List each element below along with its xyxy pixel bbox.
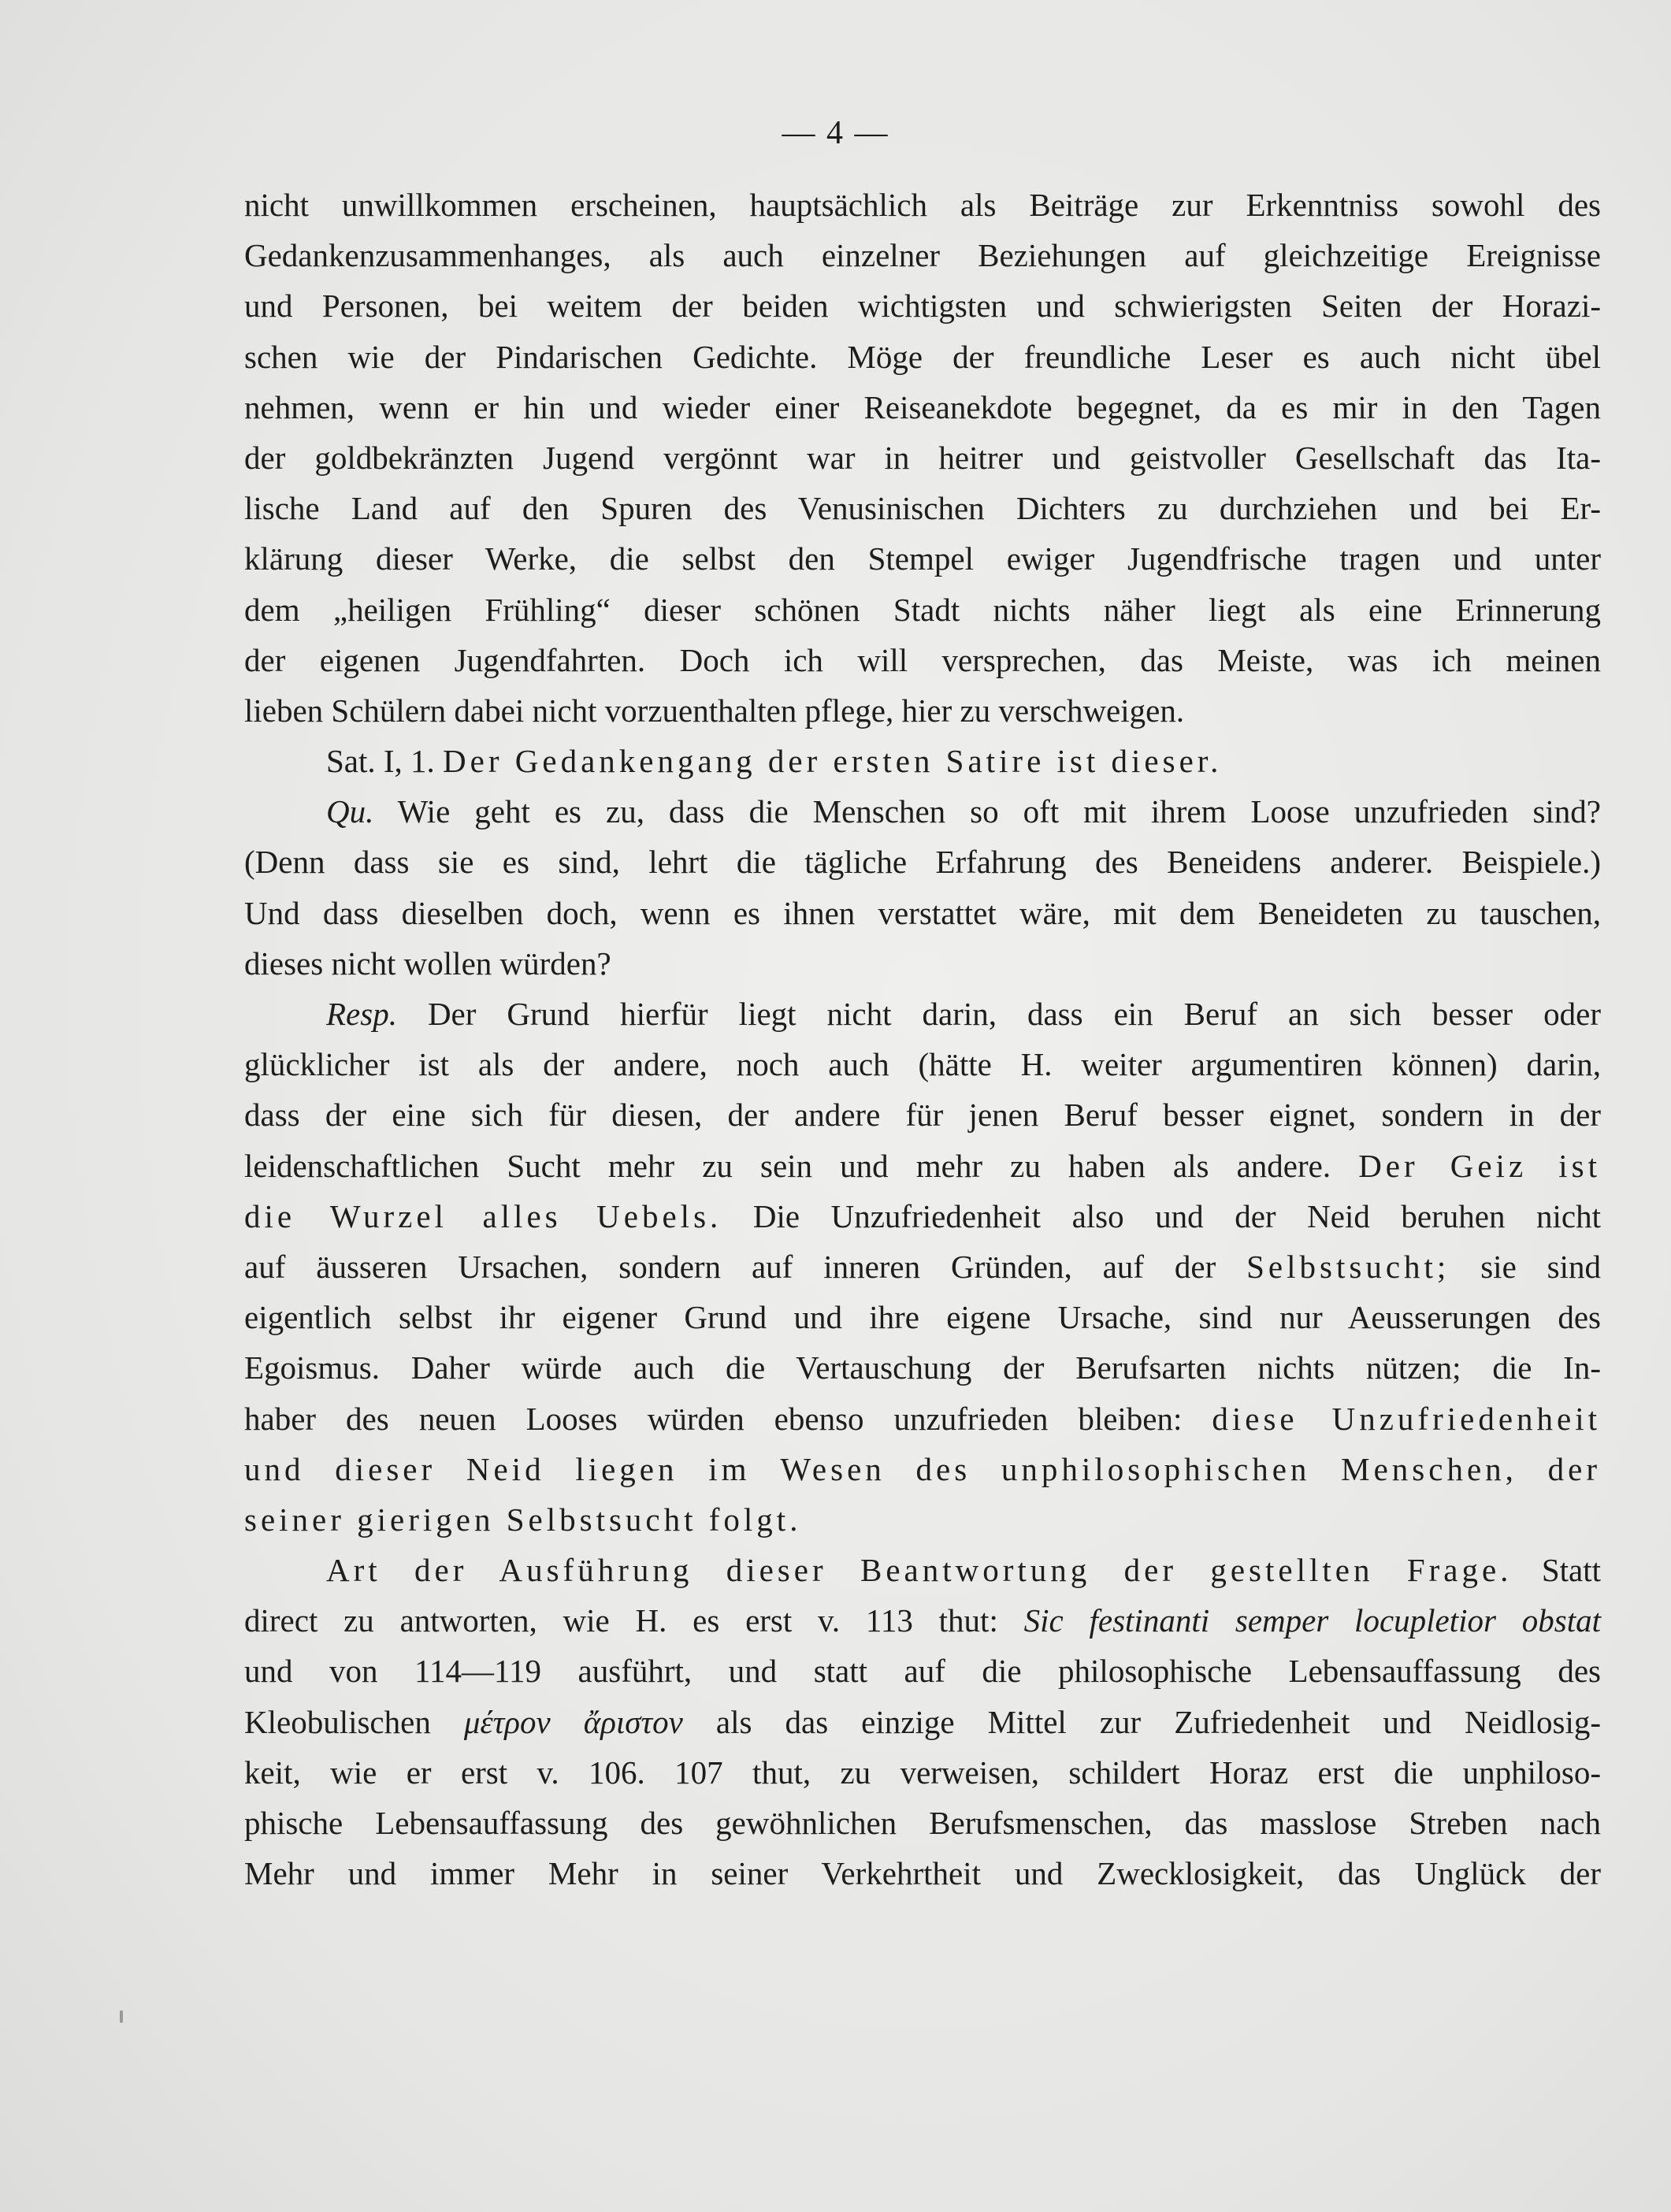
greek-quotation: μέτρον ἄριστον — [463, 1703, 683, 1740]
ink-speck — [120, 2010, 123, 2023]
text-line: auf äusseren Ursachen, sondern auf inneren Gründen, auf der Selbstsucht; sie sind — [244, 1248, 1602, 1285]
body-text — [244, 180, 1601, 1898]
spaced-emphasis: die Wurzel alles Uebels. — [244, 1197, 722, 1234]
text-line: und Personen, bei weitem der beiden wichtigsten und schwierigsten Seiten der Horazi- — [244, 288, 1601, 325]
response-label: Resp. — [326, 996, 397, 1032]
latin-quotation: Sic festinanti semper locupletior obstat — [1023, 1602, 1601, 1639]
text-line: der eigenen Jugendfahrten. Doch ich will versprechen, das Meiste, was ich meinen — [244, 641, 1601, 678]
question-label: Qu. — [326, 793, 374, 830]
spaced-emphasis: Selbstsucht; — [1246, 1248, 1450, 1285]
text-line: lieben Schülern dabei nicht vorzuenthalten pflege, hier zu verschweigen. — [244, 692, 1185, 729]
text-line — [244, 736, 1601, 786]
text-line — [244, 1444, 1601, 1494]
spaced-emphasis: diese Unzufriedenheit — [1212, 1400, 1602, 1437]
text-line: Mehr und immer Mehr in seiner Verkehrtheit und Zwecklosigkeit, das Unglück der — [244, 1855, 1601, 1892]
text-line: haber des neuen Looses würden ebenso unzufrieden bleiben: diese Unzufriedenheit — [244, 1400, 1602, 1437]
text-line: eigentlich selbst ihr eigener Grund und ihre eigene Ursache, sind nur Aeusserungen des — [244, 1299, 1601, 1336]
text-line: lische Land auf den Spuren des Venusinischen Dichters zu durchziehen und bei Er- — [244, 490, 1601, 527]
text-line: phische Lebensauffassung des gewöhnlichen Berufsmenschen, das masslose Streben nach — [244, 1805, 1601, 1841]
text-line: keit, wie er erst v. 106. 107 thut, zu verweisen, schildert Horaz erst die unphiloso- — [244, 1754, 1601, 1791]
text-line: die Wurzel alles Uebels. Die Unzufriedenheit also und der Neid beruhen nicht — [244, 1197, 1602, 1234]
text-line: leidenschaftlichen Sucht mehr zu sein und mehr zu haben als andere. Der Geiz ist — [244, 1147, 1601, 1184]
spaced-emphasis: seiner gierigen Selbstsucht folgt. — [244, 1501, 802, 1538]
text-line: der goldbekränzten Jugend vergönnt war in heitrer und geistvoller Gesellschaft das Ita- — [244, 439, 1601, 476]
text-line: Egoismus. Daher würde auch die Vertauschung der Berufsarten nichts nützen; die In- — [244, 1349, 1601, 1386]
text-line: nehmen, wenn er hin und wieder einer Reiseanekdote begegnet, da es mir in den Tagen — [244, 388, 1601, 425]
text-line: dieses nicht wollen würden? — [244, 945, 611, 982]
text-line: dem „heiligen Frühling“ dieser schönen Stadt nichts näher liegt als eine Erinnerung — [244, 591, 1601, 628]
spaced-emphasis: Der Geiz ist — [1358, 1147, 1601, 1184]
text-line: Resp. Der Grund hierfür liegt nicht darin, dass ein Beruf an sich besser oder — [326, 996, 1602, 1032]
text-line: Gedankenzusammenhanges, als auch einzelner Beziehungen auf gleichzeitige Ereignisse — [244, 237, 1601, 274]
spaced-emphasis: Der Gedankengang der ersten Satire ist dieser. — [443, 743, 1223, 780]
text-line: schen wie der Pindarischen Gedichte. Möge der freundliche Leser es auch nicht übel — [244, 338, 1601, 375]
satire-reference: Sat. I, 1. — [326, 743, 435, 780]
text-line: nicht unwillkommen erscheinen, hauptsächlich als Beiträge zur Erkenntniss sowohl des — [244, 187, 1601, 223]
text-line: glücklicher ist als der andere, noch auch (hätte H. weiter argumentiren können) darin, — [244, 1046, 1601, 1083]
text-line: Kleobulischen μέτρον ἄριστον als das einzige Mittel zur Zufriedenheit und Neidlosig- — [244, 1703, 1601, 1740]
text-line: (Denn dass sie es sind, lehrt die tägliche Erfahrung des Beneidens anderer. Beispiele.) — [244, 844, 1601, 881]
text-line: klärung dieser Werke, die selbst den Stempel ewiger Jugendfrische tragen und unter — [244, 540, 1601, 577]
text-line: dass der eine sich für diesen, der andere für jenen Beruf besser eignet, sondern in der — [244, 1097, 1601, 1134]
spaced-emphasis: Art der Ausführung dieser Beantwortung der gestellten Frage. — [326, 1552, 1513, 1589]
text-line: Und dass dieselben doch, wenn es ihnen verstattet wäre, mit dem Beneideten zu tauschen, — [244, 894, 1601, 931]
text-line — [244, 1494, 1601, 1545]
text-line: und von 114—119 ausführt, und statt auf die philosophische Lebensauffassung des — [244, 1653, 1601, 1690]
page-number: — 4 — — [782, 115, 889, 151]
text-line: Qu. Wie geht es zu, dass die Menschen so oft mit ihrem Loose unzufrieden sind? — [326, 793, 1601, 830]
text-line: Art der Ausführung dieser Beantwortung der gestellten Frage. Statt — [326, 1552, 1601, 1589]
spaced-emphasis: und dieser Neid liegen im Wesen des unphilosophischen Menschen, der — [244, 1450, 1601, 1487]
text-line: direct zu antworten, wie H. es erst v. 113 thut: Sic festinanti semper locupletior obstat — [244, 1602, 1601, 1639]
